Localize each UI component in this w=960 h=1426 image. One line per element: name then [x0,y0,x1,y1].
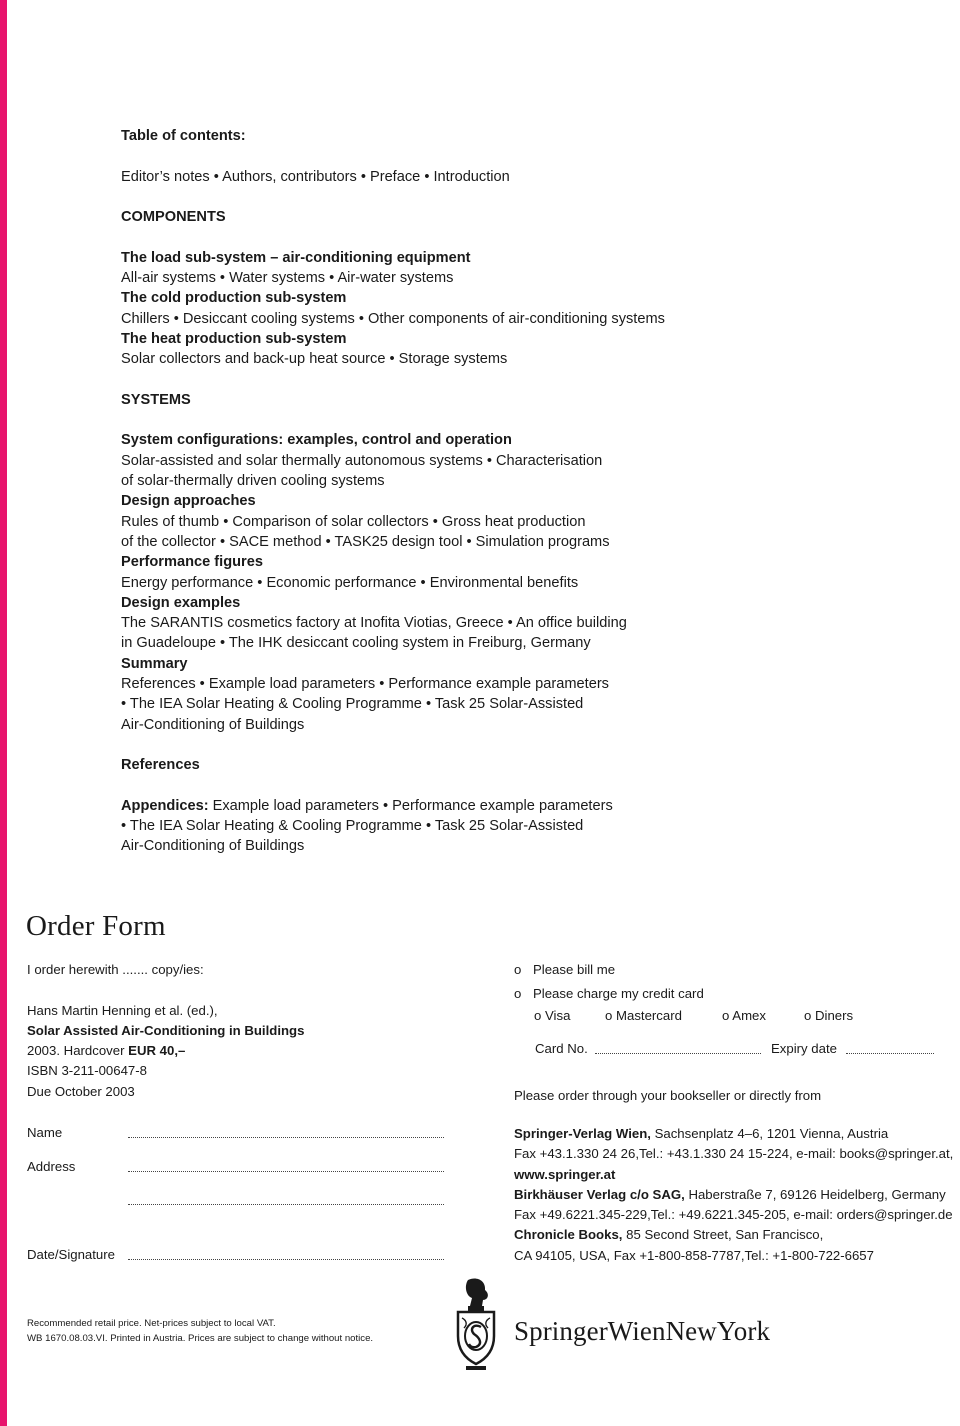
order-herewith: I order herewith ....... copy/ies: [27,962,204,977]
chronicle-street: 85 Second Street, San Francisco, [622,1227,824,1243]
address-label: Address [27,1159,76,1174]
systems-entry: • The IEA Solar Heating & Cooling Programme • Task 25 Solar-Assisted [121,696,584,713]
components-heading: COMPONENTS [121,209,226,226]
book-title: Solar Assisted Air-Conditioning in Buildings [27,1022,305,1038]
systems-entry: Air-Conditioning of Buildings [121,716,305,733]
springer-website[interactable]: www.springer.at [514,1166,616,1182]
chronicle-address [514,1225,953,1245]
address-field-2[interactable] [128,1204,444,1205]
toc-heading: Table of contents: [121,128,246,144]
credit-card-option[interactable] [514,984,704,1004]
systems-entry: The SARANTIS cosmetics factory at Inofita Viotias, Greece • An office building [121,615,627,632]
birkhauser-contact: Fax +49.6221.345-229,Tel.: +49.6221.345-205, e-mail: orders@springer.de [514,1207,953,1223]
book-isbn: ISBN 3-211-00647-8 [27,1063,147,1079]
birkhauser-name: Birkhäuser Verlag c/o SAG, [514,1186,685,1202]
address-field-1[interactable] [128,1171,444,1172]
footer-note-2: WB 1670.08.03.VI. Printed in Austria. Prices are subject to change without notice. [27,1333,374,1344]
systems-list [121,430,941,734]
payment-options [514,960,704,1005]
book-due: Due October 2003 [27,1083,135,1099]
appendices-label: Appendices: [121,797,209,814]
appendices-text: Example load parameters • Performance example parameters [208,797,613,814]
springer-name: Springer-Verlag Wien, [514,1126,651,1141]
systems-entry: Energy performance • Economic performance • Environmental benefits [121,574,579,591]
order-through-text: Please order through your bookseller or directly from [514,1088,822,1103]
toc-intro: Editor’s notes • Authors, contributors • Preface • Introduction [121,168,510,185]
chronicle-contact: CA 94105, USA, Fax +1-800-858-7787,Tel.: +1-800-722-6657 [514,1247,874,1263]
edition-text: 2003. Hardcover [27,1043,129,1059]
order-form-title: Order Form [26,910,166,942]
credit-card-label: Please charge my credit card [533,986,704,1002]
systems-entry: of solar-thermally driven cooling systems [121,473,385,490]
card-number-field[interactable] [595,1053,761,1054]
appendices-line-2: • The IEA Solar Heating & Cooling Programme • Task 25 Solar-Assisted [121,818,584,835]
visa-option[interactable]: o Visa [534,1008,571,1023]
springer-wien-newyork-brand: SpringerWienNewYork [514,1316,771,1346]
birkhauser-address [514,1185,953,1205]
springer-street: Sachsenplatz 4–6, 1201 Vienna, Austria [650,1126,889,1141]
systems-entry: of the collector • SACE method • TASK25 design tool • Simulation programs [121,533,610,550]
systems-entry: References • Example load parameters • Performance example parameters [121,676,609,693]
systems-subheading: Design examples [121,594,241,611]
mastercard-option[interactable]: o Mastercard [605,1008,682,1023]
credit-card-checkbox[interactable]: o [514,986,522,1002]
springer-knight-logo-icon [452,1276,500,1372]
birkhauser-street: Haberstraße 7, 69126 Heidelberg, Germany [684,1186,946,1202]
references-heading: References [121,757,200,774]
systems-subheading: Design approaches [121,493,256,510]
systems-subheading: System configurations: examples, control and operation [121,432,512,449]
date-signature-label: Date/Signature [27,1247,115,1262]
springer-address [514,1124,953,1144]
components-subheading: The cold production sub-system [121,290,347,307]
springer-contact: Fax +43.1.330 24 26,Tel.: +43.1.330 24 15-224, e-mail: books@springer.at, [514,1146,954,1162]
systems-subheading: Performance figures [121,554,263,571]
date-signature-field[interactable] [128,1259,444,1260]
systems-subheading: Summary [121,655,188,672]
order-book-details [27,960,304,1102]
systems-entry: Solar-assisted and solar thermally autonomous systems • Characterisation [121,452,603,469]
name-label: Name [27,1125,63,1140]
components-entry: All-air systems • Water systems • Air-water systems [121,270,454,287]
components-subheading: The heat production sub-system [121,330,347,347]
components-subheading: The load sub-system – air-conditioning equipment [121,249,471,266]
systems-entry: Rules of thumb • Comparison of solar collectors • Gross heat production [121,513,586,530]
amex-option[interactable]: o Amex [722,1008,766,1023]
name-field[interactable] [128,1137,444,1138]
publisher-addresses [514,1124,953,1266]
book-edition [27,1041,304,1061]
systems-entry: in Guadeloupe • The IHK desiccant cooling system in Freiburg, Germany [121,635,591,652]
book-price: EUR 40,– [128,1043,186,1059]
card-number-label: Card No. [535,1041,588,1056]
book-author: Hans Martin Henning et al. (ed.), [27,1002,218,1018]
bill-me-label: Please bill me [533,962,616,977]
expiry-date-field[interactable] [846,1053,934,1054]
footer-notes [27,1316,373,1346]
pink-edge-bar [0,0,7,1426]
table-of-contents [121,126,941,857]
bill-me-checkbox[interactable]: o [514,962,522,977]
diners-option[interactable]: o Diners [804,1008,854,1023]
chronicle-name: Chronicle Books, [514,1227,623,1243]
components-entry: Chillers • Desiccant cooling systems • Other components of air-conditioning systems [121,310,665,327]
systems-heading: SYSTEMS [121,391,191,408]
appendices-line-3: Air-Conditioning of Buildings [121,838,305,855]
footer-note-1: Recommended retail price. Net-prices subject to local VAT. [27,1318,276,1329]
components-entry: Solar collectors and back-up heat source • Storage systems [121,351,508,368]
bill-me-option[interactable] [514,960,704,980]
components-list [121,248,941,370]
expiry-date-label: Expiry date [771,1041,837,1056]
appendices-line [121,796,941,816]
